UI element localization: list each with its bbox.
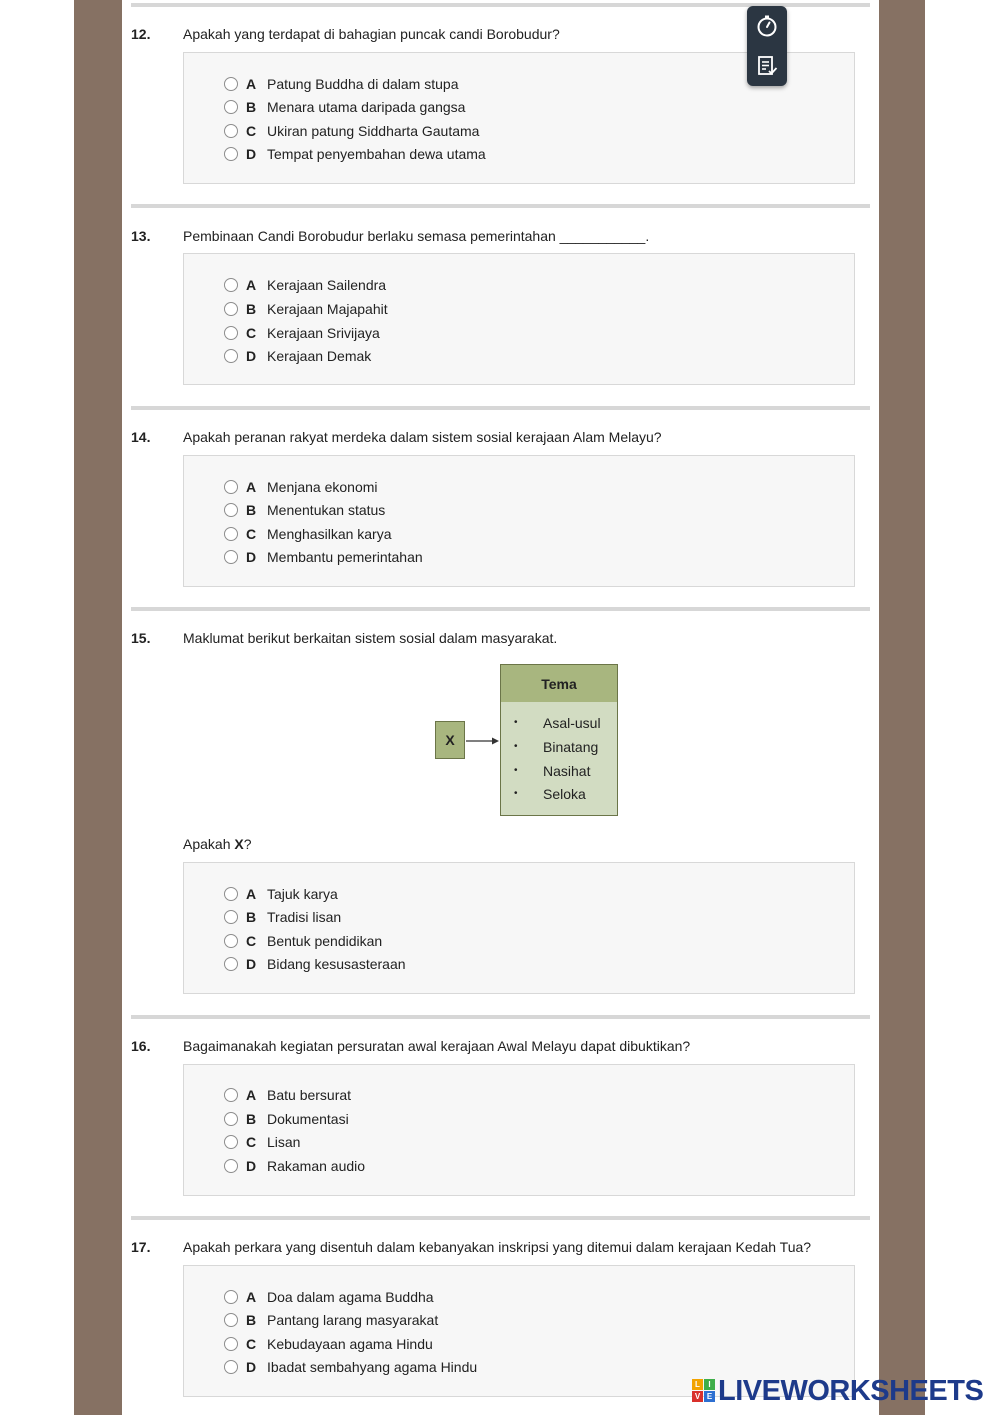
checklist-icon [755,54,779,78]
logo-text: LIVEWORKSHEETS [718,1374,984,1407]
diagram-list-item: • Nasihat [514,763,591,779]
option-d[interactable]: D Membantu pemerintahan [224,548,423,566]
timer-icon [755,14,779,38]
question-number: 14. [131,429,151,445]
radio-button[interactable] [224,1337,238,1351]
radio-button[interactable] [224,957,238,971]
diagram-list-item: • Asal-usul [514,715,601,731]
option-c[interactable]: C Kerajaan Srivijaya [224,324,380,342]
radio-button[interactable] [224,1360,238,1374]
radio-button[interactable] [224,124,238,138]
option-d[interactable]: D Rakaman audio [224,1157,365,1175]
diagram-list-item: • Seloka [514,786,586,802]
question-divider [131,204,870,208]
radio-button[interactable] [224,1313,238,1327]
logo-icon: L I V E [692,1379,716,1403]
question-text: Apakah peranan rakyat merdeka dalam sistem sosial kerajaan Alam Melayu? [183,429,662,445]
option-a[interactable]: A Kerajaan Sailendra [224,276,386,294]
radio-button[interactable] [224,302,238,316]
question-number: 17. [131,1239,151,1255]
question-number: 15. [131,630,151,646]
diagram-arrow [466,740,500,744]
option-c[interactable]: C Ukiran patung Siddharta Gautama [224,122,479,140]
option-b[interactable]: B Tradisi lisan [224,908,341,926]
option-b[interactable]: B Menara utama daripada gangsa [224,98,465,116]
option-b[interactable]: B Menentukan status [224,501,385,519]
diagram-header: Tema [500,664,618,703]
option-b[interactable]: B Dokumentasi [224,1110,349,1128]
radio-button[interactable] [224,1135,238,1149]
background-band-right [879,0,925,1415]
question-number: 16. [131,1038,151,1054]
option-c[interactable]: C Lisan [224,1133,300,1151]
floating-toolbar [747,6,787,86]
option-c[interactable]: C Kebudayaan agama Hindu [224,1335,433,1353]
question-number: 12. [131,26,151,42]
liveworksheets-logo [692,1376,983,1406]
question-text: Bagaimanakah kegiatan persuratan awal kerajaan Awal Melayu dapat dibuktikan? [183,1038,691,1054]
radio-button[interactable] [224,1112,238,1126]
options-box [183,1064,855,1196]
radio-button[interactable] [224,100,238,114]
option-c[interactable]: C Bentuk pendidikan [224,932,382,950]
radio-button[interactable] [224,503,238,517]
option-d[interactable]: D Ibadat sembahyang agama Hindu [224,1358,477,1376]
question-divider [131,607,870,611]
option-a[interactable]: A Doa dalam agama Buddha [224,1288,434,1306]
question-text: Apakah perkara yang disentuh dalam kebanyakan inskripsi yang ditemui dalam kerajaan Kedah Tua? [183,1239,812,1255]
question-number: 13. [131,228,151,244]
radio-button[interactable] [224,550,238,564]
option-b[interactable]: B Pantang larang masyarakat [224,1311,438,1329]
radio-button[interactable] [224,77,238,91]
radio-button[interactable] [224,480,238,494]
option-a[interactable]: A Batu bersurat [224,1086,351,1104]
radio-button[interactable] [224,1159,238,1173]
radio-button[interactable] [224,910,238,924]
margin-right [925,0,1000,1415]
question-divider [131,1216,870,1220]
checklist-button[interactable] [751,50,783,82]
timer-button[interactable] [751,10,783,42]
question-text: Apakah yang terdapat di bahagian puncak candi Borobudur? [183,26,560,42]
option-c[interactable]: C Menghasilkan karya [224,525,392,543]
question-text: Pembinaan Candi Borobudur berlaku semasa pemerintahan ___________. [183,228,650,244]
radio-button[interactable] [224,934,238,948]
radio-button[interactable] [224,1290,238,1304]
option-a[interactable]: A Patung Buddha di dalam stupa [224,75,458,93]
option-d[interactable]: D Tempat penyembahan dewa utama [224,145,486,163]
diagram-list-item: • Binatang [514,739,599,755]
option-b[interactable]: B Kerajaan Majapahit [224,300,388,318]
radio-button[interactable] [224,527,238,541]
radio-button[interactable] [224,326,238,340]
option-d[interactable]: D Bidang kesusasteraan [224,955,406,973]
diagram-list [500,702,618,816]
background-band-left [74,0,122,1415]
options-box [183,455,855,587]
radio-button[interactable] [224,278,238,292]
question-divider [131,406,870,410]
option-a[interactable]: A Menjana ekonomi [224,478,378,496]
option-d[interactable]: D Kerajaan Demak [224,347,371,365]
sub-question: Apakah X? [183,836,252,852]
options-box [183,862,855,994]
margin-left [0,0,74,1415]
radio-button[interactable] [224,1088,238,1102]
radio-button[interactable] [224,887,238,901]
question-divider [131,1015,870,1019]
option-a[interactable]: A Tajuk karya [224,885,338,903]
question-text: Maklumat berikut berkaitan sistem sosial dalam masyarakat. [183,630,558,646]
options-box [183,253,855,385]
radio-button[interactable] [224,349,238,363]
diagram-x-box: X [435,721,465,759]
radio-button[interactable] [224,147,238,161]
